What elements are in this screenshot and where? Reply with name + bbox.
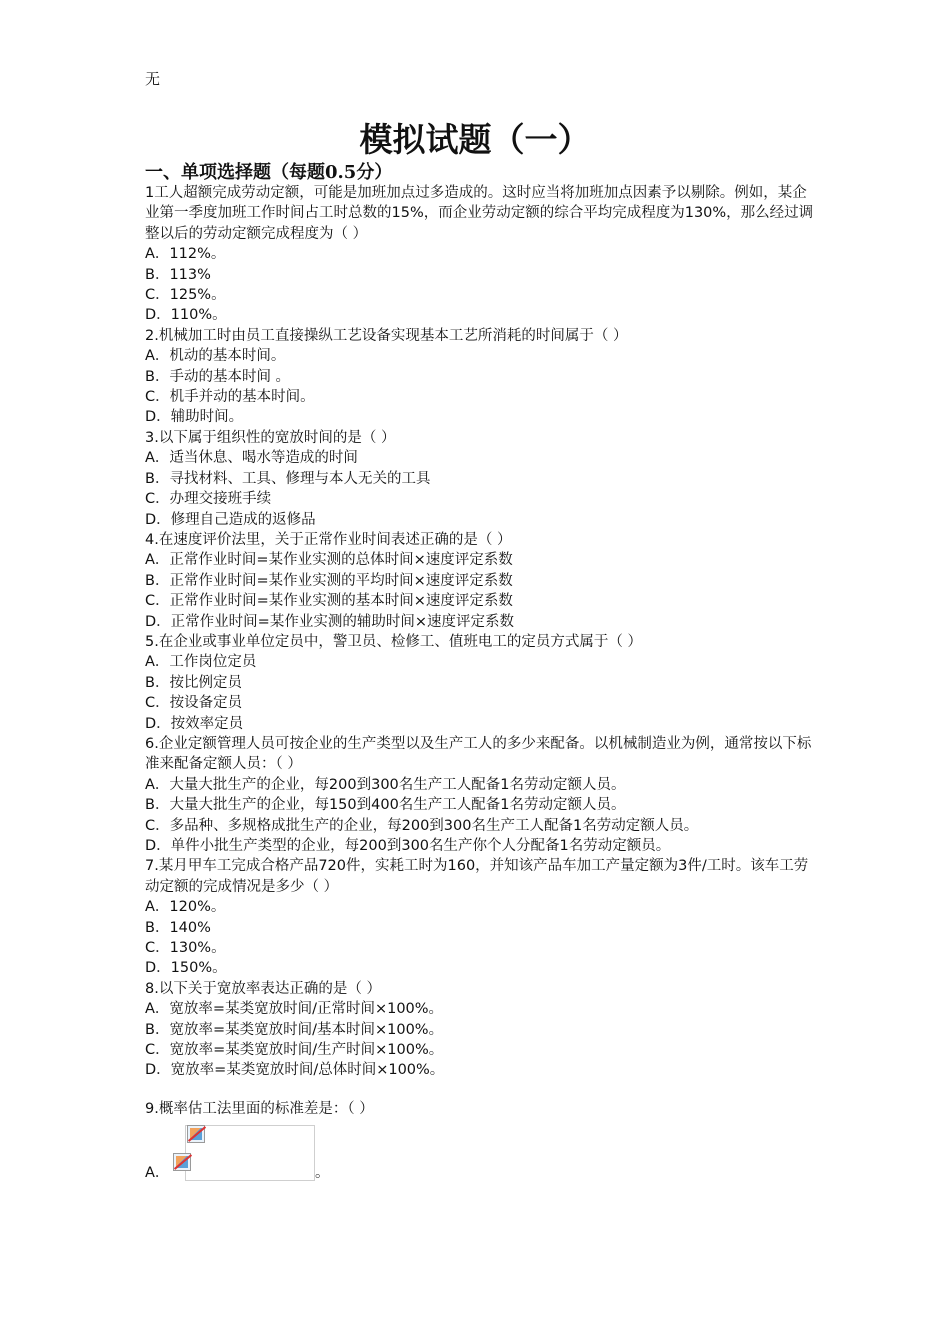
page-header: 无 <box>145 70 161 88</box>
question-option: A．工作岗位定员 <box>145 654 257 671</box>
question-stem: 1工人超额完成劳动定额，可能是加班加点过多造成的。这时应当将加班加点因素予以剔除。例如，某企业第一季度加班工作时间占工时总数的15%，而企业劳动定额的综合平均完成程度为130%，那么经过调整以后的劳动定额完成程度为（ ） <box>145 185 814 242</box>
question-list <box>145 183 815 1185</box>
question-option: C．按设备定员 <box>145 695 243 712</box>
question-option: B．宽放率=某类宽放时间/基本时间×100%。 <box>145 1021 444 1038</box>
question-option: A．120%。 <box>145 899 226 916</box>
spacer <box>145 1081 815 1099</box>
broken-image-icon <box>173 1153 191 1171</box>
question-option: B．按比例定员 <box>145 674 242 691</box>
question-stem: 2.机械加工时由员工直接操纵工艺设备实现基本工艺所消耗的时间属于（ ） <box>145 327 628 344</box>
question-option: A．机动的基本时间。 <box>145 348 286 365</box>
question-9-stem: 9.概率估工法里面的标准差是：（ ） <box>145 1100 374 1117</box>
questions-container <box>145 183 815 1081</box>
question-option: B．手动的基本时间 。 <box>145 368 291 385</box>
broken-image-icon <box>187 1125 205 1143</box>
question-option: C．机手并动的基本时间。 <box>145 389 315 406</box>
question-option: D．辅助时间。 <box>145 409 244 426</box>
question-option: D．150%。 <box>145 960 227 977</box>
question-option: C．130%。 <box>145 940 226 957</box>
question-option: A．大量大批生产的企业，每200到300名生产工人配备1名劳动定额人员。 <box>145 776 626 793</box>
question-option: D．110%。 <box>145 307 227 324</box>
question-option: B．正常作业时间=某作业实测的平均时间×速度评定系数 <box>145 572 513 589</box>
question-option: B．大量大批生产的企业，每150到400名生产工人配备1名劳动定额人员。 <box>145 797 626 814</box>
document-title: 模拟试题（一） <box>359 120 591 159</box>
question-option: B．140% <box>145 919 211 936</box>
question-stem: 8.以下关于宽放率表达正确的是（ ） <box>145 980 381 997</box>
question-option: A．112%。 <box>145 246 226 263</box>
question-option: C．多品种、多规格成批生产的企业，每200到300名生产工人配备1名劳动定额人员。 <box>145 817 699 834</box>
question-option: A．正常作业时间=某作业实测的总体时间×速度评定系数 <box>145 552 513 569</box>
question-option: B．寻找材料、工具、修理与本人无关的工具 <box>145 470 431 487</box>
question-stem: 4.在速度评价法里，关于正常作业时间表述正确的是（ ） <box>145 531 512 548</box>
question-3 <box>145 428 815 530</box>
question-option: D．修理自己造成的返修品 <box>145 511 316 528</box>
question-2 <box>145 326 815 428</box>
question-stem: 3.以下属于组织性的宽放时间的是（ ） <box>145 429 396 446</box>
question-6 <box>145 734 815 856</box>
question-option: D．宽放率=某类宽放时间/总体时间×100%。 <box>145 1062 445 1079</box>
question-stem: 5.在企业或事业单位定员中，警卫员、检修工、值班电工的定员方式属于（ ） <box>145 633 642 650</box>
question-option: C．办理交接班手续 <box>145 491 272 508</box>
question-option: C．正常作业时间=某作业实测的基本时间×速度评定系数 <box>145 593 513 610</box>
question-option: A．宽放率=某类宽放时间/正常时间×100%。 <box>145 1001 444 1018</box>
section-heading: 一、单项选择题（每题0.5分） <box>145 162 393 183</box>
question-option: D．正常作业时间=某作业实测的辅助时间×速度评定系数 <box>145 613 514 630</box>
question-9-option-a <box>145 1123 815 1185</box>
question-7 <box>145 856 815 978</box>
question-option: A．适当休息、喝水等造成的时间 <box>145 450 358 467</box>
question-option: C．125%。 <box>145 287 226 304</box>
option-label: A． <box>145 1165 170 1182</box>
question-4 <box>145 530 815 632</box>
question-8 <box>145 979 815 1081</box>
question-option: D．按效率定员 <box>145 715 244 732</box>
question-1 <box>145 183 815 326</box>
question-option: C．宽放率=某类宽放时间/生产时间×100%。 <box>145 1042 444 1059</box>
question-option: B．113% <box>145 266 211 283</box>
question-stem: 6.企业定额管理人员可按企业的生产类型以及生产工人的多少来配备。以机械制造业为例，通常按以下标准来配备定额人员：（ ） <box>145 735 812 773</box>
question-option: D．单件小批生产类型的企业，每200到300名生产你个人分配备1名劳动定额员。 <box>145 838 671 854</box>
question-5 <box>145 632 815 734</box>
option-suffix: 。 <box>315 1165 330 1182</box>
question-stem: 7.某月甲车工完成合格产品720件，实耗工时为160，并知该产品车加工产量定额为3件/工时。该车工劳动定额的完成情况是多少（ ） <box>145 858 809 895</box>
